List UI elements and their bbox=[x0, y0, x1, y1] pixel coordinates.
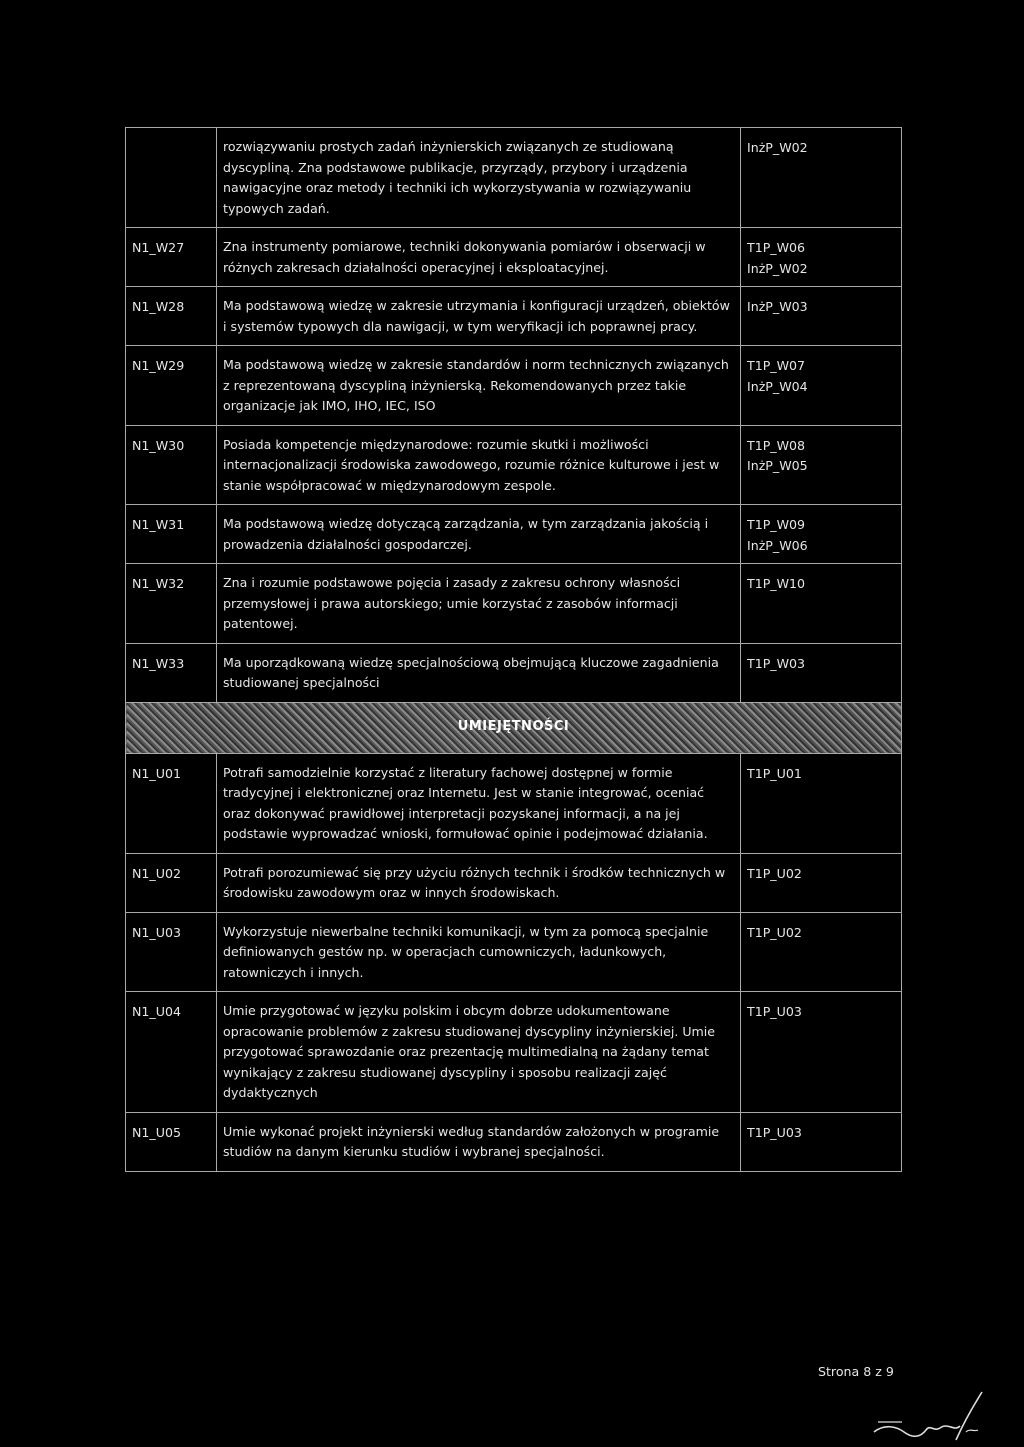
outcome-code: N1_U04 bbox=[126, 992, 217, 1113]
reference-1: T1P_W07 bbox=[747, 358, 806, 373]
outcome-description: Potrafi porozumiewać się przy użyciu różnych technik i środków technicznych w środowisku zawodowym oraz w innych środowiskach. bbox=[217, 853, 741, 912]
section-title: UMIEJĘTNOŚCI bbox=[126, 702, 902, 753]
table-row bbox=[126, 753, 902, 853]
table-row bbox=[126, 287, 902, 346]
table-row bbox=[126, 643, 902, 702]
table-row bbox=[126, 128, 902, 228]
table-row bbox=[126, 346, 902, 426]
outcome-code: N1_W31 bbox=[126, 505, 217, 564]
outcome-code: N1_W33 bbox=[126, 643, 217, 702]
outcome-code: N1_U05 bbox=[126, 1112, 217, 1171]
table-row bbox=[126, 992, 902, 1113]
signature-image bbox=[868, 1388, 988, 1446]
outcome-description: Potrafi samodzielnie korzystać z literatury fachowej dostępnej w formie tradycyjnej i elektronicznej oraz Internetu. Jest w stanie integrować, oceniać oraz dokonywać prawidłowej interpretacji pozyskanej informacji, a na jej podstawie wyprowadzać wnioski, formułować opinie i podejmować działania. bbox=[217, 753, 741, 853]
outcome-code: N1_U01 bbox=[126, 753, 217, 853]
outcome-description: Ma podstawową wiedzę w zakresie utrzymania i konfiguracji urządzeń, obiektów i systemów typowych dla nawigacji, w tym weryfikacji ich poprawnej pracy. bbox=[217, 287, 741, 346]
outcome-reference bbox=[741, 287, 902, 346]
outcome-description: Ma podstawową wiedzę dotyczącą zarządzania, w tym zarządzania jakością i prowadzenia działalności gospodarczej. bbox=[217, 505, 741, 564]
outcome-reference bbox=[741, 1112, 902, 1171]
table-row bbox=[126, 425, 902, 505]
outcome-reference bbox=[741, 128, 902, 228]
reference-1: T1P_W10 bbox=[747, 576, 806, 591]
outcome-code: N1_W30 bbox=[126, 425, 217, 505]
outcome-reference bbox=[741, 346, 902, 426]
reference-1: InżP_W03 bbox=[747, 299, 808, 314]
table-row bbox=[126, 228, 902, 287]
outcome-code: N1_W32 bbox=[126, 564, 217, 644]
outcome-code bbox=[126, 128, 217, 228]
outcome-description: Zna instrumenty pomiarowe, techniki dokonywania pomiarów i obserwacji w różnych zakresach działalności operacyjnej i eksploatacyjnej. bbox=[217, 228, 741, 287]
outcome-code: N1_W28 bbox=[126, 287, 217, 346]
outcome-reference bbox=[741, 853, 902, 912]
outcome-reference bbox=[741, 425, 902, 505]
reference-1: T1P_U02 bbox=[747, 924, 802, 940]
outcome-reference bbox=[741, 992, 902, 1113]
learning-outcomes-table bbox=[125, 127, 902, 1172]
outcome-reference bbox=[741, 564, 902, 644]
reference-1: T1P_U02 bbox=[747, 865, 802, 881]
outcome-code: N1_U02 bbox=[126, 853, 217, 912]
outcome-description: Ma uporządkowaną wiedzę specjalnościową obejmującą kluczowe zagadnienia studiowanej specjalności bbox=[217, 643, 741, 702]
table-row bbox=[126, 912, 902, 992]
outcome-code: N1_U03 bbox=[126, 912, 217, 992]
outcome-description: Ma podstawową wiedzę w zakresie standardów i norm technicznych związanych z reprezentowaną dyscypliną inżynierską. Rekomendowanych przez takie organizacje jak IMO, IHO, IEC, ISO bbox=[217, 346, 741, 426]
reference-1: T1P_U03 bbox=[747, 1004, 802, 1019]
reference-2: InżP_W05 bbox=[747, 458, 808, 473]
reference-2: InżP_W04 bbox=[747, 378, 808, 394]
outcome-code: N1_W27 bbox=[126, 228, 217, 287]
reference-2: InżP_W06 bbox=[747, 537, 808, 553]
outcome-reference bbox=[741, 912, 902, 992]
table-row bbox=[126, 853, 902, 912]
reference-1: T1P_W06 bbox=[747, 240, 806, 255]
section-header-row bbox=[126, 702, 902, 753]
reference-1: T1P_U03 bbox=[747, 1124, 802, 1140]
reference-2: InżP_W02 bbox=[747, 260, 808, 276]
reference-1: T1P_W09 bbox=[747, 517, 806, 532]
outcome-description: Umie wykonać projekt inżynierski według standardów założonych w programie studiów na danym kierunku studiów i wybranej specjalności. bbox=[217, 1112, 741, 1171]
reference-1: T1P_W03 bbox=[747, 655, 806, 671]
reference-1: T1P_W08 bbox=[747, 437, 806, 453]
outcome-description: Posiada kompetencje międzynarodowe: rozumie skutki i możliwości internacjonalizacji środowiska zawodowego, rozumie różnice kulturowe i jest w stanie współpracować w międzynarodowym zespole. bbox=[217, 425, 741, 505]
page-number: Strona 8 z 9 bbox=[818, 1364, 894, 1379]
outcome-reference bbox=[741, 643, 902, 702]
table-row bbox=[126, 1112, 902, 1171]
table-row bbox=[126, 505, 902, 564]
outcome-description: rozwiązywaniu prostych zadań inżynierskich związanych ze studiowaną dyscypliną. Zna podstawowe publikacje, przyrządy, przybory i urządzenia nawigacyjne oraz metody i techniki ich wykorzystywania w rozwiązywaniu typowych zadań. bbox=[217, 128, 741, 228]
outcome-description: Umie przygotować w języku polskim i obcym dobrze udokumentowane opracowanie problemów z zakresu studiowanej dyscypliny inżynierskiej. Umie przygotować sprawozdanie oraz prezentację multimedialną na żądany temat wynikający z zakresu studiowanej dyscypliny i sposobu realizacji zajęć dydaktycznych bbox=[217, 992, 741, 1113]
outcome-description: Wykorzystuje niewerbalne techniki komunikacji, w tym za pomocą specjalnie definiowanych gestów np. w operacjach cumowniczych, ładunkowych, ratowniczych i innych. bbox=[217, 912, 741, 992]
reference-1: InżP_W02 bbox=[747, 140, 808, 155]
outcome-reference bbox=[741, 228, 902, 287]
table-row bbox=[126, 564, 902, 644]
outcome-code: N1_W29 bbox=[126, 346, 217, 426]
outcome-reference bbox=[741, 753, 902, 853]
outcome-description: Zna i rozumie podstawowe pojęcia i zasady z zakresu ochrony własności przemysłowej i prawa autorskiego; umie korzystać z zasobów informacji patentowej. bbox=[217, 564, 741, 644]
reference-1: T1P_U01 bbox=[747, 765, 802, 781]
outcome-reference bbox=[741, 505, 902, 564]
